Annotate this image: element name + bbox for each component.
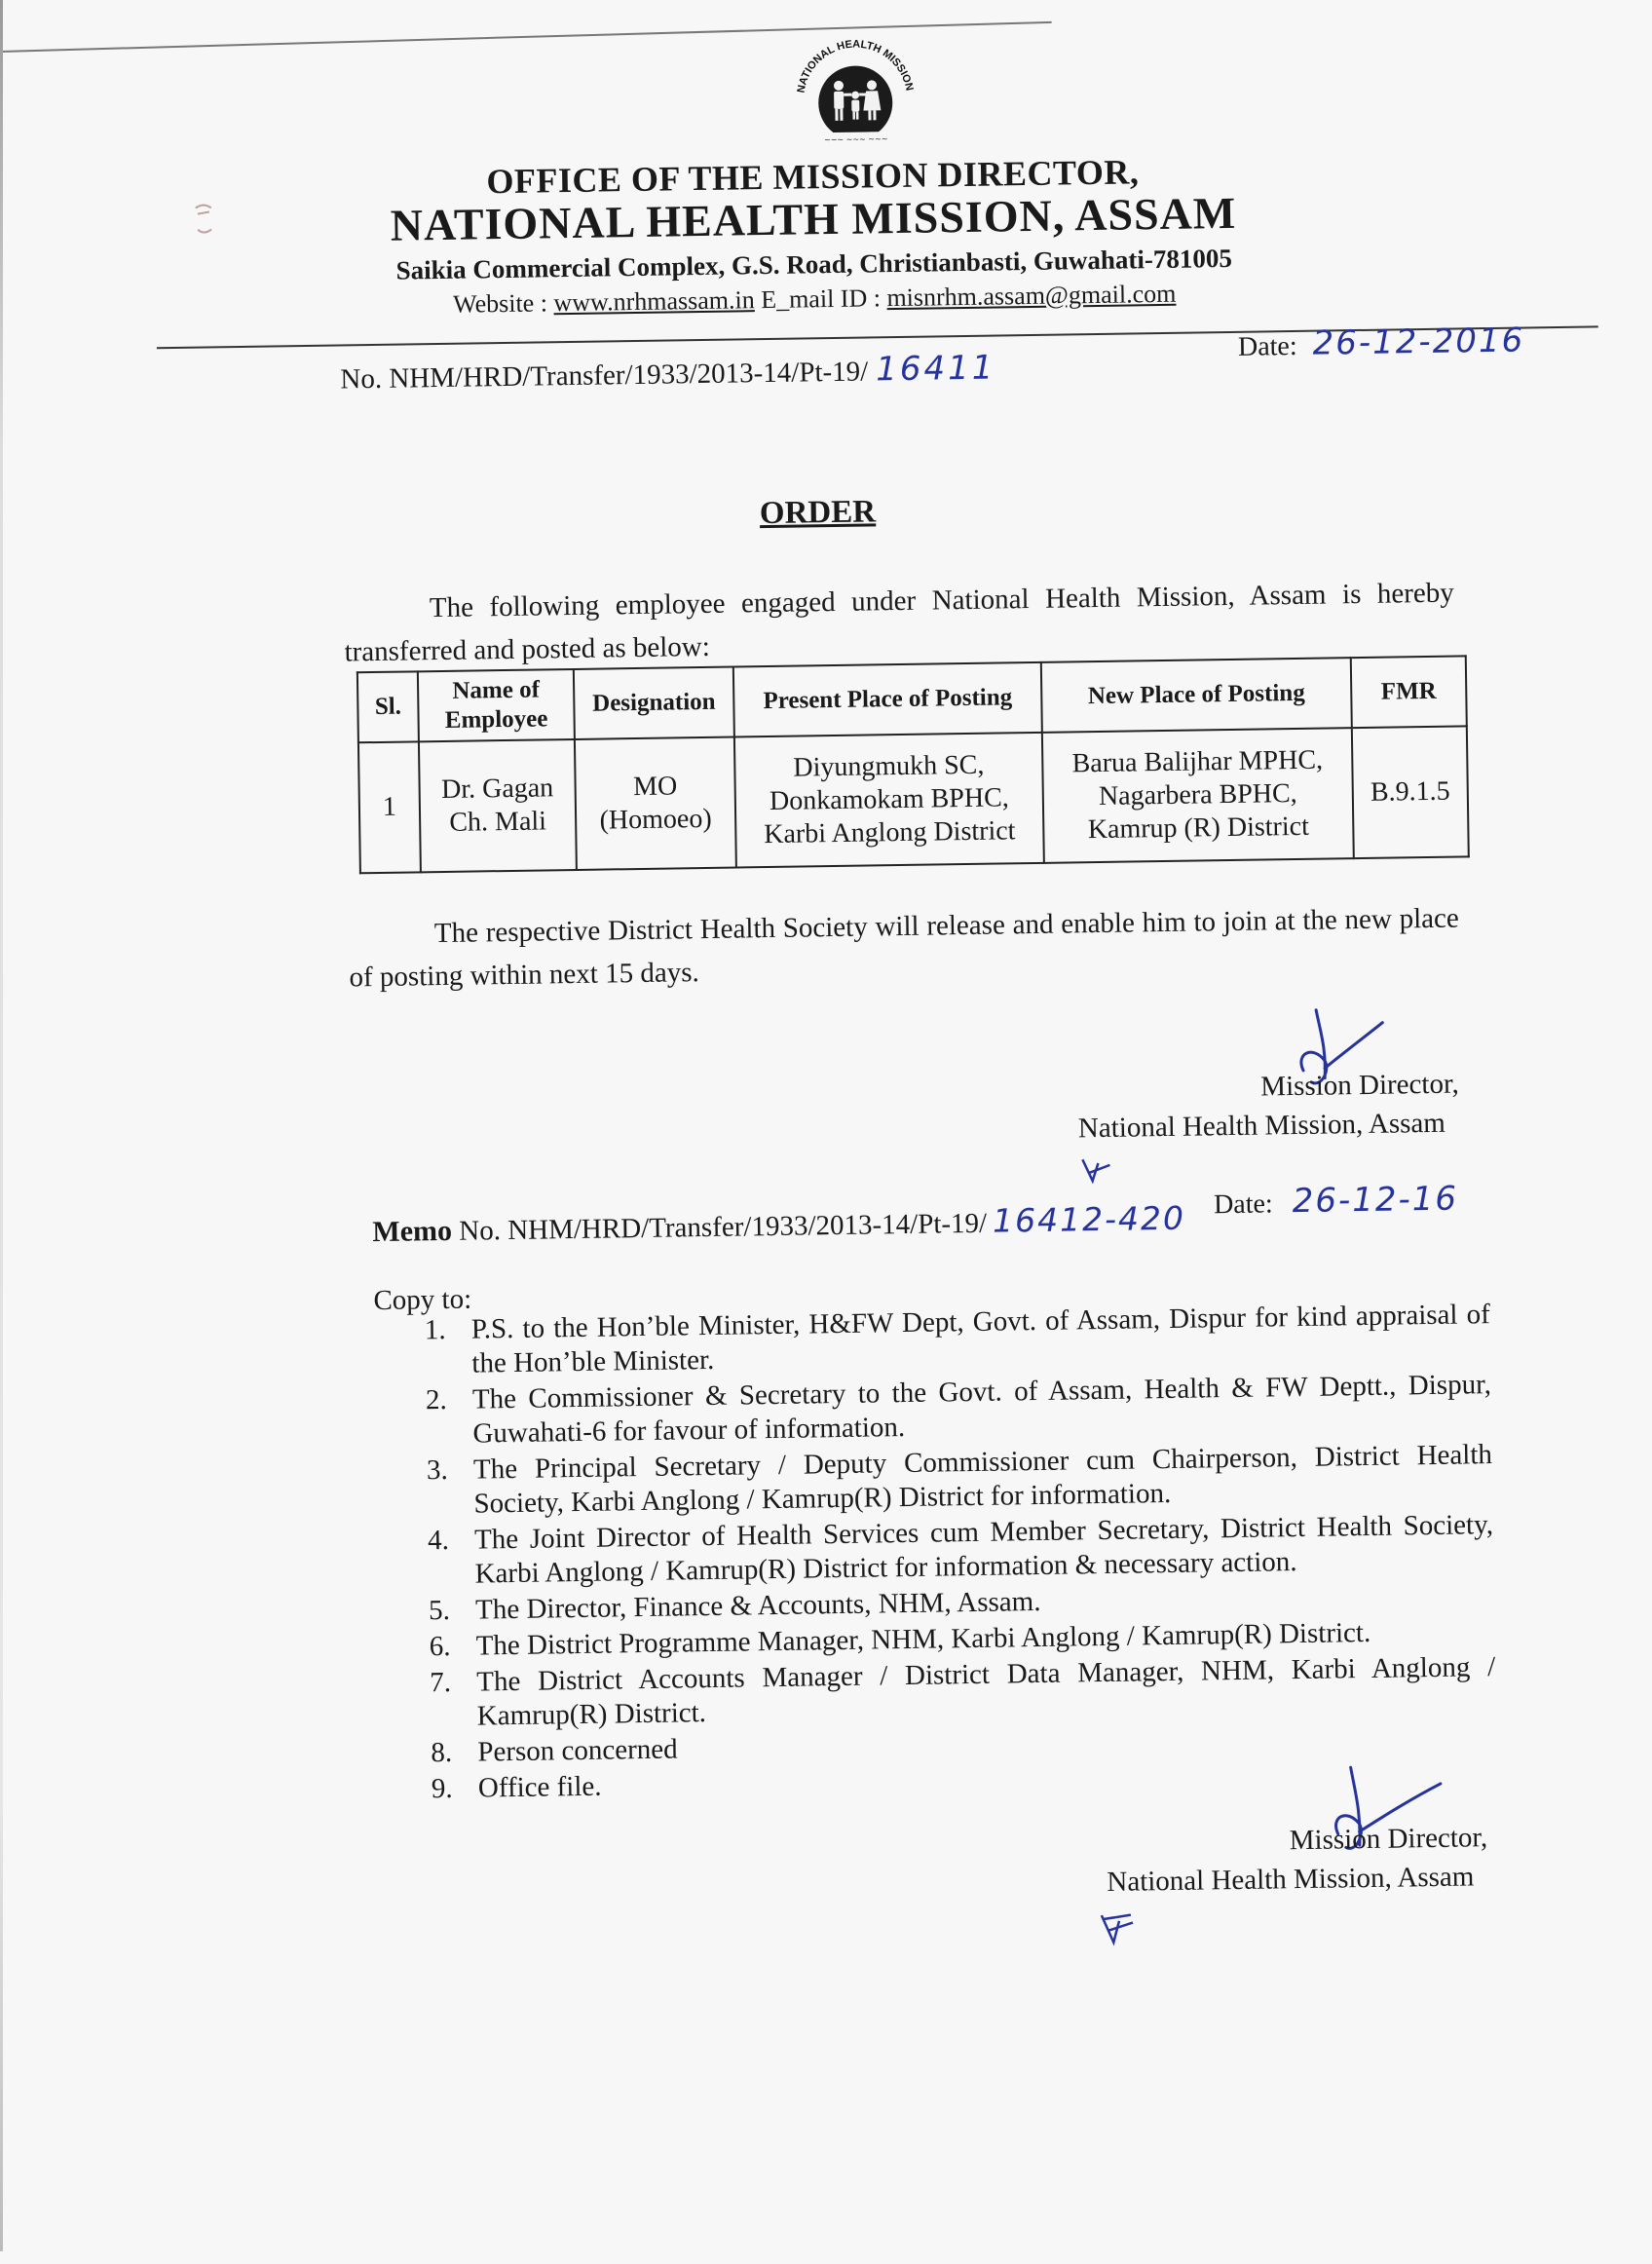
cell-new-line: Kamrup (R) District: [1087, 811, 1310, 846]
office-address: Saikia Commercial Complex, G.S. Road, Christianbasti, Guwahati-781005: [395, 243, 1233, 285]
list-item-number: 6.: [429, 1630, 451, 1663]
date-label: Date:: [1237, 330, 1297, 362]
order-closing-text: The respective District Health Society will release and enable him to join at the new place of posting within next 15 days.: [349, 902, 1459, 994]
margin-pencil-mark: [190, 200, 220, 248]
order-date: [1238, 321, 1525, 363]
copy-list: [421, 1298, 1497, 1808]
list-item-text: The District Accounts Manager / District Data Manager, NHM, Karbi Anglong / Kamrup(R) District.: [476, 1651, 1496, 1732]
reference-number: [340, 349, 996, 397]
cell-present-line: Karbi Anglong District: [764, 815, 1016, 850]
nhm-logo: [781, 38, 929, 157]
list-item: [424, 1508, 1494, 1592]
memo-date-label: Date:: [1213, 1189, 1273, 1221]
memo-number: [372, 1199, 1185, 1249]
cell-new-line: Nagarbera BPHC,: [1098, 777, 1297, 811]
reference-number-printed: No. NHM/HRD/Transfer/1933/2013-14/Pt-19/: [340, 356, 869, 396]
cell-designation: [575, 737, 736, 870]
cell-present-posting: [734, 733, 1044, 868]
order-closing: [349, 897, 1460, 1000]
table-row: [358, 726, 1469, 873]
email-link[interactable]: misnrhm.assam@gmail.com: [886, 279, 1177, 313]
signatory-title: Mission Director,: [1260, 1068, 1459, 1103]
list-item-text: The Commissioner & Secretary to the Govt. of Assam, Health & FW Deptt., Dispur, Guwahati-6 for favour of information.: [471, 1369, 1492, 1450]
list-item-number: 7.: [430, 1666, 452, 1699]
header-new-posting: New Place of Posting: [1041, 658, 1352, 733]
list-item-text: Person concerned: [477, 1733, 678, 1768]
header-sl: Sl.: [357, 671, 419, 742]
copy-to-label: Copy to:: [373, 1283, 472, 1317]
order-intro-text: The following employee engaged under National Health Mission, Assam is hereby transferred and posted as below:: [344, 577, 1455, 668]
svg-text:NATIONAL HEALTH MISSION: NATIONAL HEALTH MISSION: [795, 38, 916, 94]
order-title: ORDER: [759, 494, 877, 532]
website-link[interactable]: www.nrhmassam.in: [553, 285, 755, 318]
cell-new-line: Barua Balijhar MPHC,: [1071, 744, 1324, 779]
cell-sl: 1: [358, 741, 421, 873]
memo-number-printed: No. NHM/HRD/Transfer/1933/2013-14/Pt-19/: [451, 1207, 988, 1247]
list-item-text: The Director, Finance & Accounts, NHM, Assam.: [474, 1585, 1041, 1626]
cell-fmr: B.9.1.5: [1352, 726, 1469, 858]
list-item-number: 9.: [431, 1772, 453, 1805]
cell-name-line: Ch. Mali: [449, 806, 547, 838]
signatory-title: Mission Director,: [1289, 1822, 1488, 1857]
signatory-organization: National Health Mission, Assam: [1077, 1107, 1446, 1145]
header-name: Name of Employee: [418, 669, 575, 741]
reference-number-handwritten: 16411: [875, 348, 996, 390]
list-item-text: The Principal Secretary / Deputy Commissioner cum Chairperson, District Health Society, Karbi Anglong / Kamrup(R) District for information.: [472, 1439, 1493, 1520]
memo-date: [1214, 1180, 1459, 1223]
email-label: E_mail ID :: [754, 283, 887, 315]
memo-label: Memo: [372, 1214, 453, 1249]
list-item: [423, 1438, 1493, 1522]
cell-designation-line: (Homoeo): [599, 803, 712, 836]
cell-name: [419, 739, 577, 872]
list-item-number: 8.: [431, 1736, 453, 1769]
organization-heading: NATIONAL HEALTH MISSION, ASSAM: [390, 187, 1237, 250]
signatory-organization: National Health Mission, Assam: [1107, 1861, 1475, 1898]
cell-new-posting: [1042, 728, 1354, 863]
cell-present-line: Donkamokam BPHC,: [769, 782, 1009, 817]
cell-designation-line: MO: [632, 771, 678, 803]
list-item-text: The District Programme Manager, NHM, Karbi Anglong / Kamrup(R) District.: [475, 1616, 1371, 1662]
list-item: [426, 1650, 1496, 1734]
list-item-number: 3.: [426, 1453, 449, 1487]
website-label: Website :: [452, 288, 554, 319]
svg-text:~~~ ~~~ ~~~: ~~~ ~~~ ~~~: [824, 134, 888, 145]
list-item-number: 1.: [424, 1313, 446, 1346]
header-present-posting: Present Place of Posting: [733, 662, 1042, 737]
initial-mark: [1096, 1909, 1140, 1949]
header-fmr: FMR: [1351, 656, 1467, 728]
list-item-text: The Joint Director of Health Services cum Member Secretary, District Health Society, Karbi Anglong / Kamrup(R) District for information & necessary action.: [473, 1509, 1494, 1590]
memo-date-handwritten: 26-12-16: [1292, 1179, 1459, 1222]
office-heading: OFFICE OF THE MISSION DIRECTOR,: [486, 152, 1140, 202]
list-item-text: P.S. to the Hon’ble Minister, H&FW Dept, Govt. of Assam, Dispur for kind appraisal of the Hon’ble Minister.: [470, 1299, 1491, 1379]
list-item-text: Office file.: [477, 1770, 602, 1804]
list-item-number: 4.: [427, 1524, 450, 1557]
header-designation: Designation: [574, 667, 734, 739]
cell-present-line: Diyungmukh SC,: [793, 749, 985, 783]
list-item-number: 5.: [428, 1594, 451, 1627]
date-handwritten: 26-12-2016: [1312, 321, 1525, 363]
initial-mark: [1076, 1153, 1116, 1188]
memo-number-handwritten: 16412-420: [992, 1198, 1186, 1240]
list-item: [422, 1368, 1492, 1452]
cell-name-line: Dr. Gagan: [440, 773, 554, 806]
list-item-number: 2.: [425, 1383, 447, 1416]
transfer-table: [357, 655, 1470, 874]
list-item: [421, 1298, 1491, 1381]
